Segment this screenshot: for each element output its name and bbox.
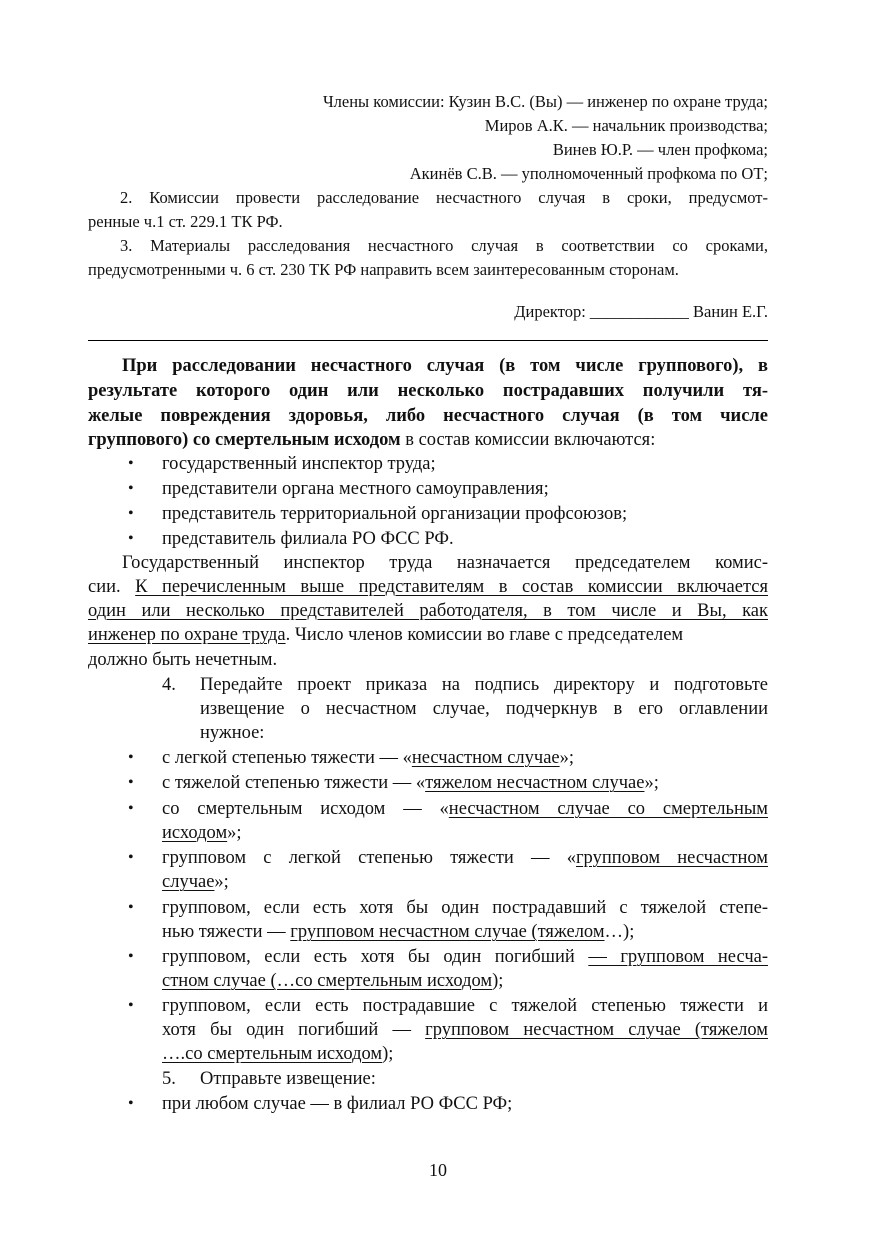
bullet-icon: • <box>128 505 134 522</box>
list-item-continuation <box>162 821 242 845</box>
step-number: 4. <box>162 675 176 695</box>
list-item: представитель филиала РО ФСС РФ. <box>162 529 454 549</box>
case-text: ); <box>492 971 504 991</box>
case-text: »; <box>559 748 575 768</box>
bullet-icon: • <box>128 1095 134 1112</box>
underlined-text: — групповом несча- <box>588 947 768 967</box>
commission-member: Винев Ю.Р. — член профкома; <box>552 140 768 159</box>
list-item: групповом, если есть хотя бы один пострадавший с тяжелой степе- <box>162 898 768 918</box>
list-item-continuation <box>162 920 634 944</box>
list-item: государственный инспектор труда; <box>162 454 436 474</box>
intro-bold-line: результате которого один или несколько пострадавших получили тя- <box>88 381 768 401</box>
list-item-continuation <box>162 969 503 993</box>
paragraph-line: Государственный инспектор труда назначается председателем комис- <box>122 553 768 573</box>
case-text: »; <box>644 773 659 793</box>
underlined-text: случае <box>162 872 215 892</box>
underlined-text: несчастном случае <box>411 748 560 768</box>
underlined-text: групповом несчастном случае (тяжелом <box>425 1020 768 1040</box>
director-signature: Директор: ____________ Ванин Е.Г. <box>514 302 768 321</box>
underlined-text: инженер по охране труда <box>88 625 286 645</box>
paragraph-text: сии. <box>88 577 136 597</box>
list-item <box>162 797 768 821</box>
list-item <box>162 746 574 770</box>
bullet-icon: • <box>128 899 134 916</box>
order-item-2-line: 2. Комиссии провести расследование несчастного случая в сроки, предусмот- <box>120 188 768 207</box>
underlined-text: ….со смертельным исходом <box>162 1044 383 1064</box>
list-item: представители органа местного самоуправления; <box>162 479 549 499</box>
paragraph-line: должно быть нечетным. <box>88 650 278 670</box>
paragraph-text: . Число членов комиссии во главе с председателем <box>285 625 684 645</box>
list-item-continuation <box>162 1042 393 1066</box>
case-text: ); <box>382 1044 394 1064</box>
section-divider <box>88 340 768 341</box>
commission-member: Акинёв С.В. — уполномоченный профкома по ОТ; <box>409 164 768 183</box>
list-item: при любом случае — в филиал РО ФСС РФ; <box>162 1094 513 1114</box>
step-number: 5. <box>162 1069 176 1089</box>
case-text: групповом с легкой степенью тяжести — « <box>162 848 576 868</box>
case-text: с тяжелой степенью тяжести — « <box>162 773 426 793</box>
case-text: »; <box>227 823 242 843</box>
underlined-text: тяжелом несчастном случае <box>425 773 645 793</box>
list-item <box>162 945 768 969</box>
underlined-text: несчастном случае со смертельным <box>448 799 769 819</box>
step-4-line: нужное: <box>200 723 265 743</box>
bullet-icon: • <box>128 749 134 766</box>
intro-last-line <box>88 428 655 452</box>
case-text: с легкой степенью тяжести — « <box>162 748 412 768</box>
case-text: групповом, если есть хотя бы один погибший <box>162 947 589 967</box>
list-item-continuation <box>162 1018 768 1042</box>
bullet-icon: • <box>128 774 134 791</box>
intro-rest-part: в состав комиссии включаются: <box>400 430 656 450</box>
case-text: хотя бы один погибший — <box>162 1020 426 1040</box>
bullet-icon: • <box>128 800 134 817</box>
bullet-icon: • <box>128 480 134 497</box>
list-item: групповом, если есть пострадавшие с тяжелой степенью тяжести и <box>162 996 768 1016</box>
paragraph-line <box>88 575 768 599</box>
list-item <box>162 846 768 870</box>
case-text: …); <box>604 922 635 942</box>
case-text: со смертельным исходом — « <box>162 799 449 819</box>
bullet-icon: • <box>128 455 134 472</box>
order-item-2-line: ренные ч.1 ст. 229.1 ТК РФ. <box>88 212 283 231</box>
intro-bold-line: желые повреждения здоровья, либо несчастного случая (в том числе <box>88 406 768 426</box>
underlined-text: К перечисленным выше представителям в состав комиссии включается <box>135 577 768 597</box>
list-item-continuation <box>162 870 229 894</box>
bullet-icon: • <box>128 849 134 866</box>
intro-bold-part: группового) со смертельным исходом <box>88 430 401 450</box>
step-5-text: Отправьте извещение: <box>200 1069 376 1089</box>
case-text: нью тяжести — <box>162 922 291 942</box>
bullet-icon: • <box>128 948 134 965</box>
bullet-icon: • <box>128 997 134 1014</box>
order-item-3-line: предусмотренными ч. 6 ст. 230 ТК РФ направить всем заинтересованным сторонам. <box>88 260 679 279</box>
underlined-text: стном случае (…со смертельным исходом <box>162 971 493 991</box>
step-4-line: Передайте проект приказа на подпись директору и подготовьте <box>200 675 768 695</box>
underlined-text: групповом несчастном случае (тяжелом <box>290 922 605 942</box>
order-item-3-line: 3. Материалы расследования несчастного случая в соответствии со сроками, <box>120 236 768 255</box>
step-4-line: извещение о несчастном случае, подчеркнув в его оглавлении <box>200 699 768 719</box>
intro-bold-line: При расследовании несчастного случая (в том числе группового), в <box>122 356 768 376</box>
paragraph-line <box>88 623 683 647</box>
bullet-icon: • <box>128 530 134 547</box>
paragraph-line-underlined: один или несколько представителей работодателя, в том числе и Вы, как <box>88 601 768 621</box>
case-text: »; <box>214 872 229 892</box>
page-number: 10 <box>429 1160 447 1180</box>
underlined-text: групповом несчастном <box>575 848 768 868</box>
commission-member: Миров А.К. — начальник производства; <box>484 116 768 135</box>
list-item <box>162 771 659 795</box>
list-item: представитель территориальной организации профсоюзов; <box>162 504 628 524</box>
commission-members-line: Члены комиссии: Кузин В.С. (Вы) — инженер по охране труда; <box>322 92 768 111</box>
underlined-text: исходом <box>162 823 228 843</box>
